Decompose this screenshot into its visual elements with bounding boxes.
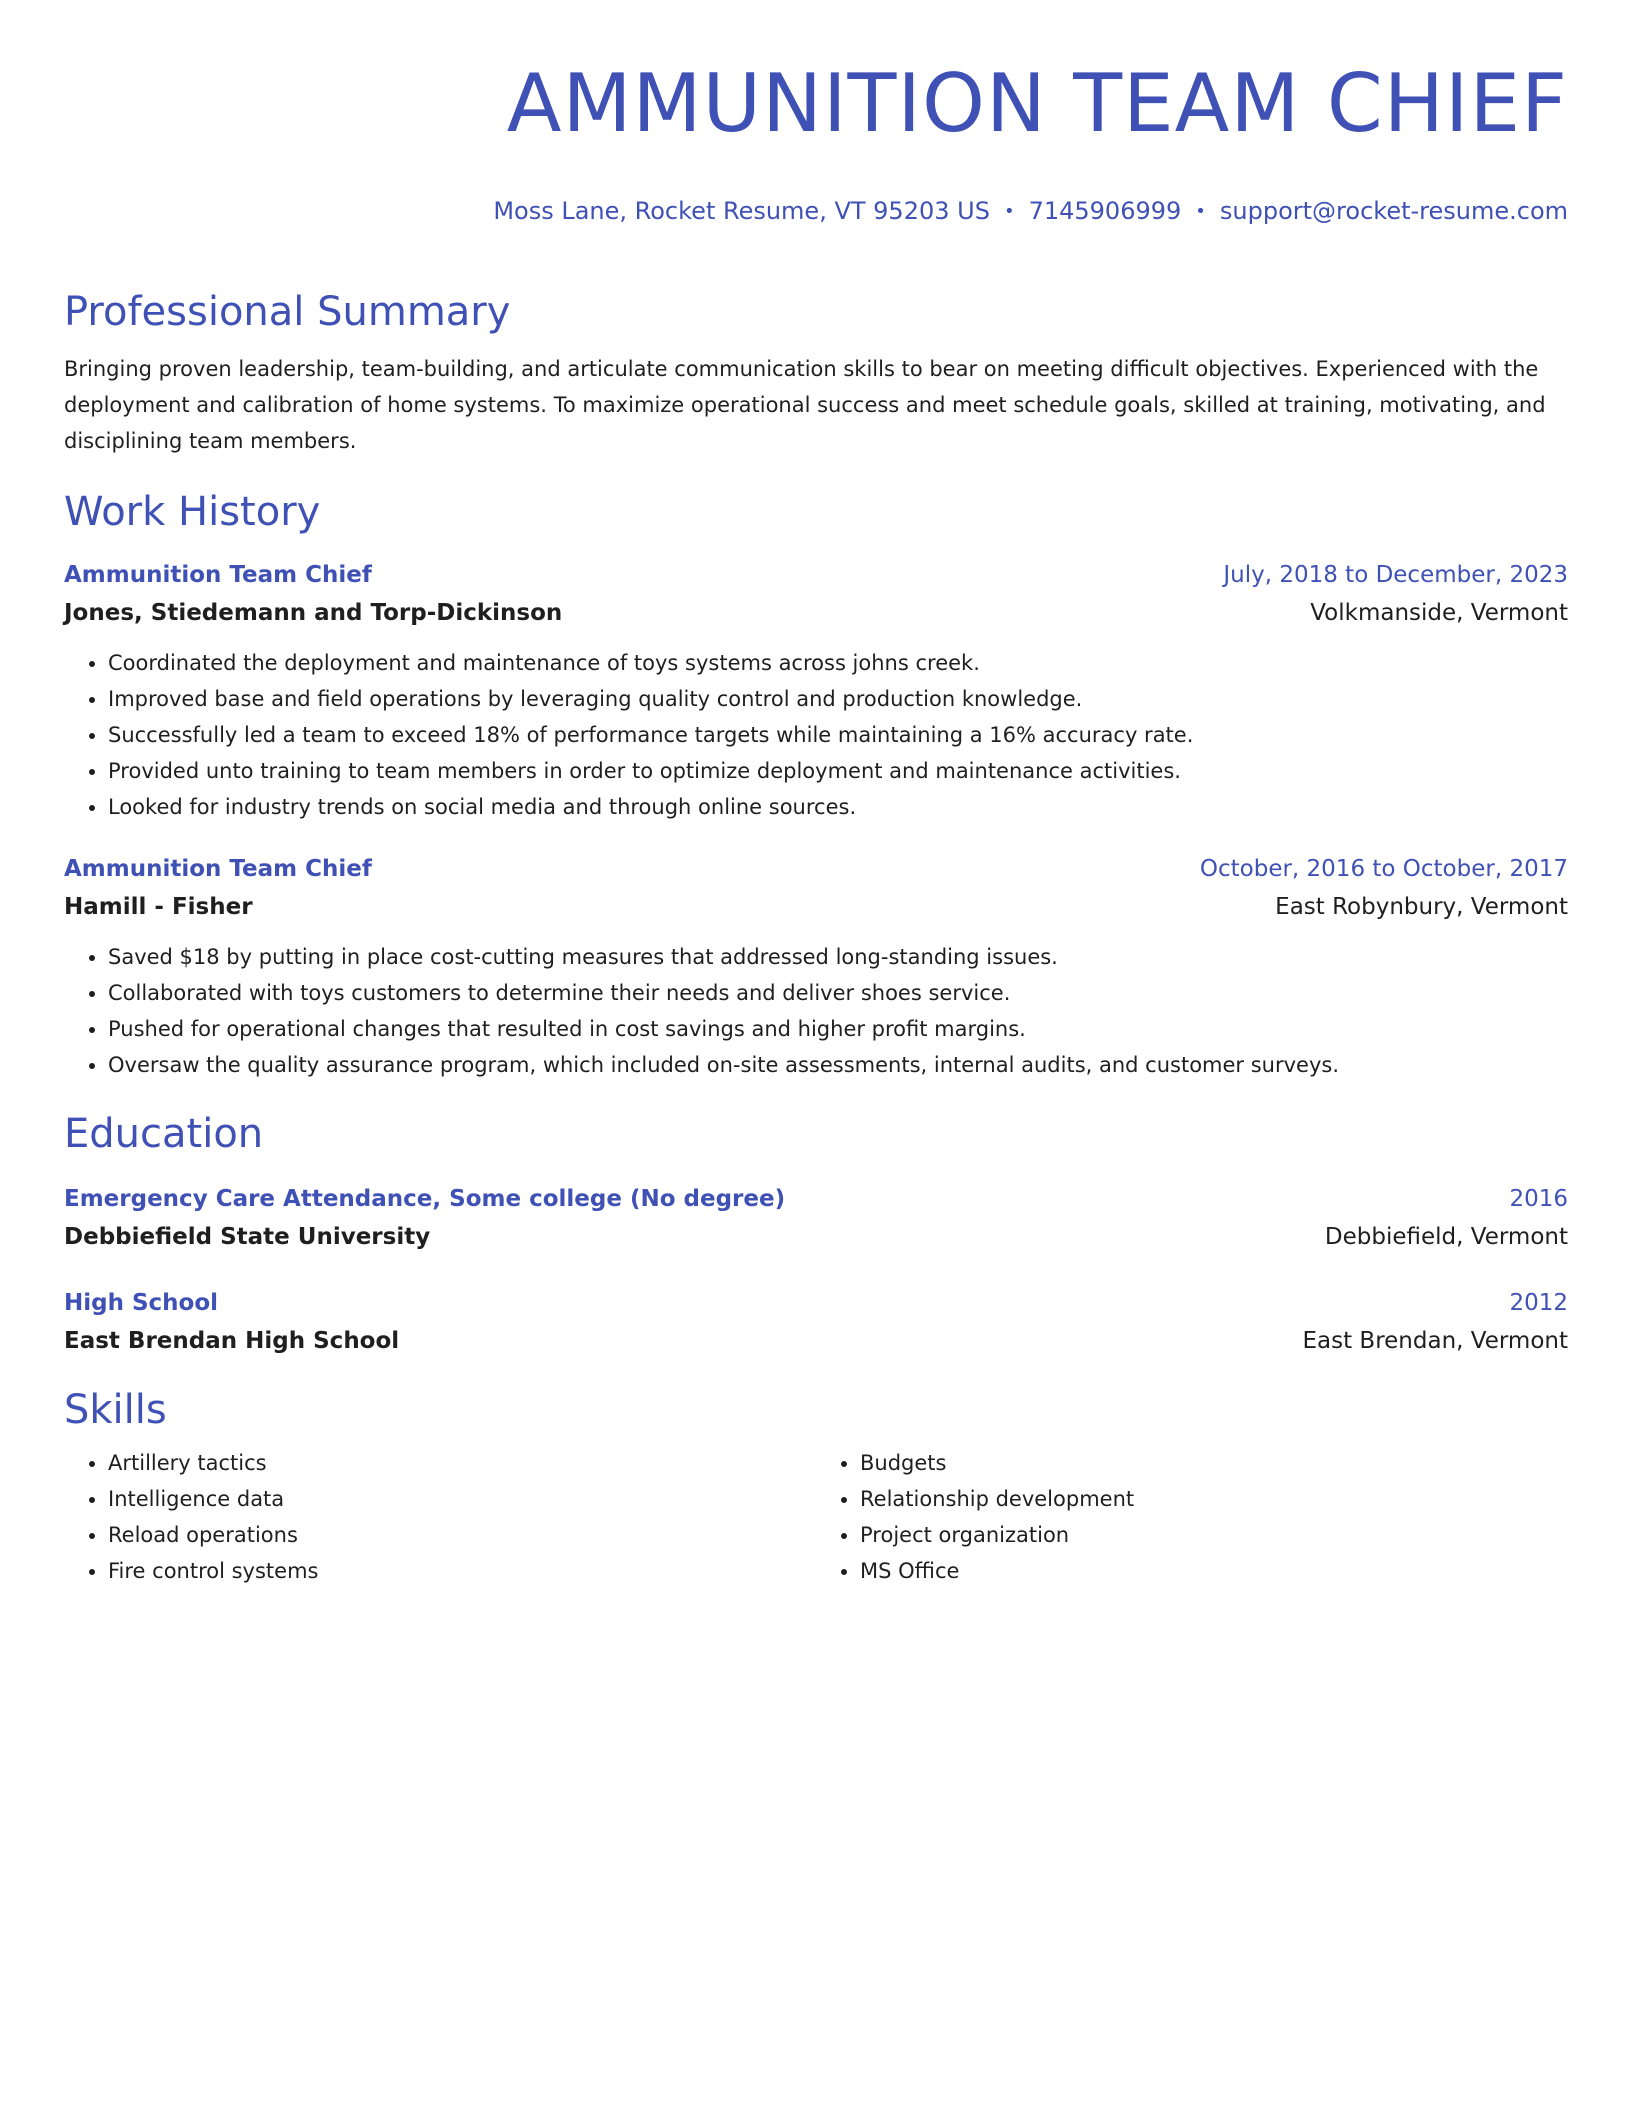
skill-item: • Artillery tactics (108, 1445, 816, 1481)
contact-line (64, 196, 1568, 227)
education-header-row (64, 1285, 1568, 1321)
job-entry (64, 557, 1568, 825)
job-bullet: • Coordinated the deployment and maintenance of toys systems across johns creek. (108, 645, 1568, 681)
job-dates: October, 2016 to October, 2017 (1199, 856, 1568, 882)
education-header-row (64, 1181, 1568, 1217)
job-bullet: • Provided unto training to team members in order to optimize deployment and maintenance activities. (108, 753, 1568, 789)
job-title: Ammunition Team Chief (64, 562, 372, 588)
education-heading: Education (64, 1111, 264, 1157)
job-location: Volkmanside, Vermont (1310, 600, 1568, 626)
skills-list-right (816, 1445, 1568, 1589)
education-location: East Brendan, Vermont (1302, 1328, 1568, 1354)
education-year: 2012 (1509, 1290, 1568, 1316)
education-entry (64, 1285, 1568, 1361)
job-location: East Robynbury, Vermont (1275, 894, 1568, 920)
skill-item: • Project organization (860, 1517, 1568, 1553)
education-entry (64, 1181, 1568, 1257)
contact-address: Moss Lane, Rocket Resume, VT 95203 US (493, 197, 990, 225)
job-company-row (64, 887, 1568, 927)
job-bullet: • Saved $18 by putting in place cost-cutting measures that addressed long-standing issues. (108, 939, 1568, 975)
skills-column-left (64, 1445, 816, 1589)
education-year: 2016 (1509, 1186, 1568, 1212)
job-bullet: • Improved base and field operations by leveraging quality control and production knowledge. (108, 681, 1568, 717)
job-header-row (64, 851, 1568, 887)
job-bullet: • Successfully led a team to exceed 18% of performance targets while maintaining a 16% accuracy rate. (108, 717, 1568, 753)
education-degree: Emergency Care Attendance, Some college (No degree) (64, 1186, 786, 1212)
job-bullet: • Pushed for operational changes that resulted in cost savings and higher profit margins. (108, 1011, 1568, 1047)
skill-item: • Reload operations (108, 1517, 816, 1553)
job-title: Ammunition Team Chief (64, 856, 372, 882)
job-bullets (64, 939, 1568, 1083)
summary-text: Bringing proven leadership, team-building, and articulate communication skills to bear on meeting difficult objectives. Experienced with the deployment and calibration of home systems. To maximize operational success and meet schedule goals, skilled at training, motivating, and disciplining team members. (64, 357, 1546, 453)
job-bullets (64, 645, 1568, 825)
skill-item: • MS Office (860, 1553, 1568, 1589)
skills-column-right (816, 1445, 1568, 1589)
skill-item: • Intelligence data (108, 1481, 816, 1517)
job-dates: July, 2018 to December, 2023 (1223, 562, 1568, 588)
education-degree: High School (64, 1290, 219, 1316)
skills-grid (64, 1445, 1568, 1589)
education-location: Debbiefield, Vermont (1324, 1224, 1568, 1250)
contact-separator: • (1003, 201, 1015, 222)
skill-item: • Relationship development (860, 1481, 1568, 1517)
job-company-row (64, 593, 1568, 633)
job-company: Jones, Stiedemann and Torp-Dickinson (64, 600, 563, 626)
work-history-heading: Work History (64, 489, 321, 535)
education-school-row (64, 1321, 1568, 1361)
job-bullet: • Oversaw the quality assurance program, which included on-site assessments, internal audits, and customer surveys. (108, 1047, 1568, 1083)
job-bullet: • Collaborated with toys customers to determine their needs and deliver shoes service. (108, 975, 1568, 1011)
job-company: Hamill - Fisher (64, 894, 253, 920)
job-entry (64, 851, 1568, 1083)
contact-email: support@rocket-resume.com (1219, 197, 1568, 225)
education-school: East Brendan High School (64, 1328, 400, 1354)
education-school-row (64, 1217, 1568, 1257)
skills-heading: Skills (64, 1387, 167, 1433)
resume-header (64, 0, 1568, 227)
job-bullet: • Looked for industry trends on social media and through online sources. (108, 789, 1568, 825)
education-school: Debbiefield State University (64, 1224, 431, 1250)
summary-heading: Professional Summary (64, 289, 511, 335)
candidate-name: AMMUNITION TEAM CHIEF (506, 57, 1568, 150)
skills-list-left (64, 1445, 816, 1589)
contact-phone: 7145906999 (1028, 197, 1182, 225)
skill-item: • Budgets (860, 1445, 1568, 1481)
job-header-row (64, 557, 1568, 593)
contact-separator: • (1195, 201, 1206, 222)
skill-item: • Fire control systems (108, 1553, 816, 1589)
